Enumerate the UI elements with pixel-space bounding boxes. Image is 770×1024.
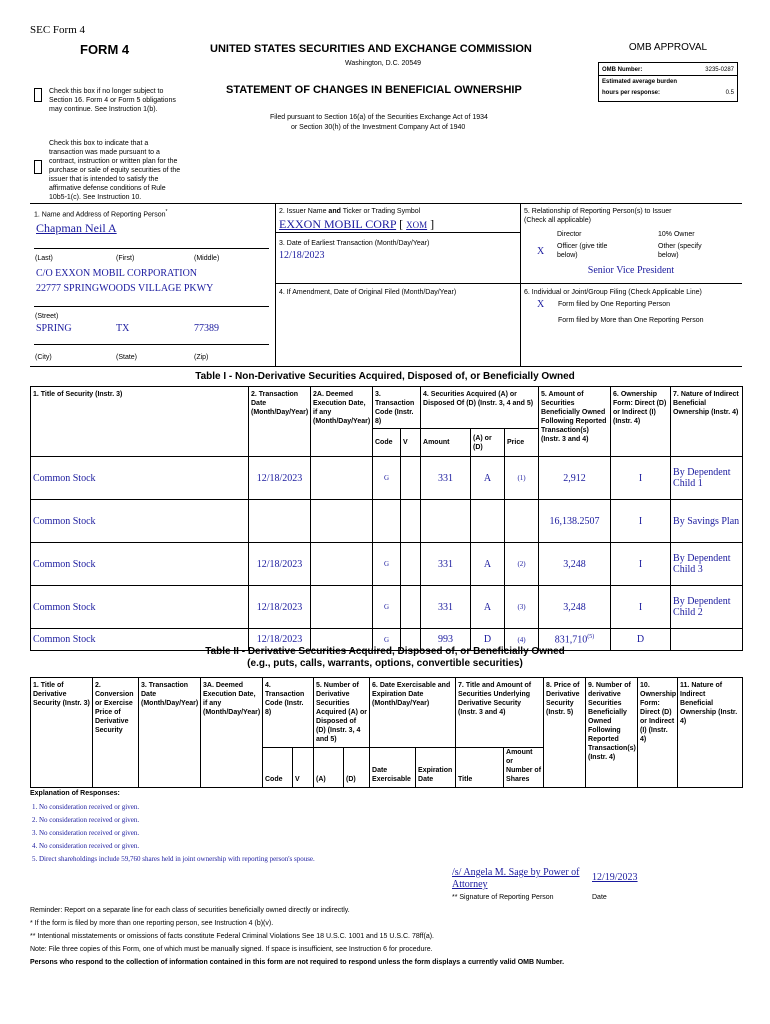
t1-sub-amount: Amount [421, 429, 471, 457]
t2-sub-d: (D) [344, 748, 370, 788]
agency-name: UNITED STATES SECURITIES AND EXCHANGE COMMISSION [210, 43, 532, 55]
rule-10b5-1-line: issuer that is intended to satisfy the [49, 176, 159, 183]
t1-cell-price [505, 500, 539, 543]
filing-one-person: Form filed by One Reporting Person [558, 301, 671, 308]
t2-header-nature: 11. Nature of Indirect Beneficial Ownership (Instr. 4) [678, 678, 743, 788]
t1-header-nature: 7. Nature of Indirect Beneficial Ownership (Instr. 4) [671, 387, 743, 457]
t1-cell-date: 12/18/2023 [249, 586, 311, 629]
rule-10b5-1-line: 10b5-1(c). See Instruction 10. [49, 194, 142, 201]
t2-header-price: 8. Price of Derivative Security (Instr. 5) [544, 678, 586, 788]
signature-date-label: Date [592, 894, 607, 901]
t1-cell-form: I [611, 500, 671, 543]
address-line2: 22777 SPRINGWOODS VILLAGE PKWY [36, 283, 214, 294]
t2-sub-code: Code [263, 748, 293, 788]
statement-title: STATEMENT OF CHANGES IN BENEFICIAL OWNERSHIP [226, 84, 522, 96]
middle-name-label: (Middle) [194, 255, 220, 262]
issuer-name[interactable]: EXXON MOBIL CORP [ XOM ] [279, 217, 435, 231]
t1-cell-nature: By Savings Plan [671, 500, 743, 543]
t1-cell-form: D [611, 629, 671, 651]
t1-cell-owned: 3,248 [539, 543, 611, 586]
rule-10b5-1-text [49, 139, 180, 202]
no-longer-subject-checkbox[interactable] [34, 88, 42, 102]
t1-cell-aord: A [471, 543, 505, 586]
t1-header-title: 1. Title of Security (Instr. 3) [31, 387, 249, 457]
t2-header-number: 5. Number of Derivative Securities Acquired (A) or Disposed of (D) (Instr. 3, 4 and 5) [314, 678, 370, 748]
t1-cell-deemed [311, 543, 373, 586]
t2-header-code: 4. Transaction Code (Instr. 8) [263, 678, 314, 748]
t1-cell-title: Common Stock [31, 500, 249, 543]
omb-number-value: 3235-0287 [705, 67, 734, 73]
t1-cell-date: 12/18/2023 [249, 629, 311, 651]
rule-10b5-1-line: purchase or sale of equity securities of the [49, 167, 181, 174]
rule-10b5-1-line: contract, instruction or written plan for the [49, 158, 178, 165]
t1-cell-aord: A [471, 586, 505, 629]
ten-percent-owner-label: 10% Owner [658, 231, 695, 238]
sec-form-label: SEC Form 4 [30, 24, 86, 36]
omb-approval-title: OMB APPROVAL [628, 42, 708, 53]
relationship-label: 5. Relationship of Reporting Person(s) to Issuer (Check all applicable) [524, 208, 672, 224]
omb-approval-box [598, 62, 738, 102]
t2-header-conversion: 2. Conversion or Exercise Price of Derivative Security [93, 678, 139, 788]
t1-cell-title: Common Stock [31, 586, 249, 629]
t1-cell-date: 12/18/2023 [249, 543, 311, 586]
t1-cell-amount [421, 500, 471, 543]
officer-label: Officer (give title below) [557, 243, 608, 259]
note-copies: Note: File three copies of this Form, one of which must be manually signed. If space is insufficient, see Instruction 6 for procedure. [30, 946, 433, 953]
other-label: Other (specify below) [658, 243, 702, 259]
t1-header-amount-owned: 5. Amount of Securities Beneficially Owned Following Reported Transaction(s) (Instr. 3 and 4) [539, 387, 611, 457]
t2-header-date: 3. Transaction Date (Month/Day/Year) [139, 678, 201, 788]
t2-header-deemed: 3A. Deemed Execution Date, if any (Month/Day/Year) [201, 678, 263, 788]
officer-check-mark[interactable]: X [537, 246, 545, 257]
t1-cell-code: G [373, 586, 401, 629]
note-reminder: Reminder: Report on a separate line for each class of securities beneficially owned directly or indirectly. [30, 907, 350, 914]
reporting-person-name[interactable]: Chapman Neil A [36, 221, 117, 235]
footnote-ref: (5) [587, 633, 595, 640]
issuer-label: 2. Issuer Name and Ticker or Trading Symbol [279, 208, 421, 215]
signature-date: 12/19/2023 [592, 872, 638, 883]
state-label: (State) [116, 354, 138, 361]
t1-cell-amount: 331 [421, 543, 471, 586]
table1-row [31, 457, 743, 500]
officer-title: Senior Vice President [587, 265, 675, 276]
t2-sub-a: (A) [314, 748, 344, 788]
omb-number-label: OMB Number: [602, 67, 643, 73]
t1-cell-v [401, 500, 421, 543]
explanation-item-1: 1. No consideration received or given. [32, 803, 140, 811]
explanation-title: Explanation of Responses: [30, 790, 120, 797]
table1-non-derivative [30, 386, 743, 651]
table2-derivative [30, 677, 743, 788]
table2-title-line2: (e.g., puts, calls, warrants, options, convertible securities) [247, 658, 523, 669]
zip-label: (Zip) [194, 354, 209, 361]
t2-header-title: 1. Title of Derivative Security (Instr. 3) [31, 678, 93, 788]
city-label: (City) [35, 354, 52, 361]
filing-more-persons: Form filed by More than One Reporting Person [558, 317, 704, 324]
t2-header-underlying: 7. Title and Amount of Securities Underlying Derivative Security (Instr. 3 and 4) [456, 678, 544, 748]
t1-cell-v [401, 586, 421, 629]
filing-check-mark[interactable]: X [537, 299, 545, 310]
table1-row [31, 500, 743, 543]
omb-hours-value: 0.5 [725, 90, 734, 96]
t1-header-date: 2. Transaction Date (Month/Day/Year) [249, 387, 311, 457]
t1-sub-aord: (A) or (D) [471, 429, 505, 457]
t1-cell-deemed [311, 500, 373, 543]
form-title: FORM 4 [80, 42, 130, 57]
t1-cell-form: I [611, 586, 671, 629]
t2-header-ownership-form: 10. Ownership Form: Direct (D) or Indirect (I) (Instr. 4) [638, 678, 678, 788]
table1-row [31, 543, 743, 586]
t1-cell-code [373, 500, 401, 543]
t1-cell-code: G [373, 629, 401, 651]
state-value: TX [116, 323, 130, 334]
no-longer-subject-text: Check this box if no longer subject to Section 16. Form 4 or Form 5 obligations may continue. See Instruction 1(b). [49, 88, 176, 113]
t1-sub-v: V [401, 429, 421, 457]
earliest-transaction-label: 3. Date of Earliest Transaction (Month/Day/Year) [279, 240, 430, 247]
omb-hours-label: hours per response: [602, 90, 661, 96]
t1-cell-owned: 16,138.2507 [539, 500, 611, 543]
omb-burden-label: Estimated average burden [602, 79, 678, 85]
note-omb: Persons who respond to the collection of information contained in this form are not required to respond unless the form displays a currently valid OMB Number. [30, 959, 565, 966]
t1-cell-nature: By Dependent Child 2 [671, 586, 743, 629]
director-label: Director [557, 231, 582, 238]
t2-header-owned: 9. Number of derivative Securities Beneficially Owned Following Reported Transaction(s) (Instr. 4) [586, 678, 638, 788]
t1-cell-title: Common Stock [31, 457, 249, 500]
t1-cell-form: I [611, 543, 671, 586]
t1-cell-nature: By Dependent Child 1 [671, 457, 743, 500]
earliest-transaction-date: 12/18/2023 [279, 250, 325, 261]
explanation-item-2: 2. No consideration received or given. [32, 816, 140, 824]
t1-cell-code: G [373, 457, 401, 500]
t2-header-exercisable: 6. Date Exercisable and Expiration Date (Month/Day/Year) [370, 678, 456, 748]
note-multiple-persons: * If the form is filed by more than one reporting person, see Instruction 4 (b)(v). [30, 920, 274, 927]
table1-row [31, 586, 743, 629]
t1-cell-aord [471, 500, 505, 543]
t1-cell-aord: D [471, 629, 505, 651]
signature-name: /s/ Angela M. Sage by Power of Attorney [452, 867, 580, 890]
table2-title-line1: Table II - Derivative Securities Acquired, Disposed of, or Beneficially Owned [205, 646, 565, 657]
t1-sub-code: Code [373, 429, 401, 457]
t1-cell-amount: 331 [421, 457, 471, 500]
t1-cell-v [401, 457, 421, 500]
t1-cell-owned: 831,710$^{(5)}$ [539, 629, 611, 651]
t1-sub-price: Price [505, 429, 539, 457]
rule-10b5-1-checkbox[interactable] [34, 160, 42, 174]
t1-cell-date [249, 500, 311, 543]
t1-header-deemed: 2A. Deemed Execution Date, if any (Month/Day/Year) [311, 387, 373, 457]
first-name-label: (First) [116, 255, 135, 262]
agency-location: Washington, D.C. 20549 [345, 60, 422, 67]
last-name-label: (Last) [35, 255, 53, 262]
city-value: SPRING [36, 323, 72, 334]
t2-sub-expiration: Expiration Date [416, 748, 456, 788]
signature-label: ** Signature of Reporting Person [452, 894, 554, 901]
explanation-item-4: 4. No consideration received or given. [32, 842, 140, 850]
t1-cell-code: G [373, 543, 401, 586]
t1-cell-v [401, 543, 421, 586]
t1-cell-nature: By Dependent Child 3 [671, 543, 743, 586]
amendment-label: 4. If Amendment, Date of Original Filed (Month/Day/Year) [279, 289, 457, 296]
t1-cell-deemed [311, 586, 373, 629]
reporting-person-label: 1. Name and Address of Reporting Person* [34, 209, 168, 219]
zip-value: 77389 [194, 323, 219, 334]
t2-sub-amount-shares: Amount or Number of Shares [504, 748, 544, 788]
t1-cell-price: (3) [505, 586, 539, 629]
table1-title: Table I - Non-Derivative Securities Acquired, Disposed of, or Beneficially Owned [195, 371, 575, 382]
explanation-item-3: 3. No consideration received or given. [32, 829, 140, 837]
explanation-item-5: 5. Direct shareholdings include 59,760 shares held in joint ownership with reporting person's spouse. [32, 855, 315, 863]
t2-sub-title: Title [456, 748, 504, 788]
t2-sub-v: V [293, 748, 314, 788]
t1-cell-aord: A [471, 457, 505, 500]
filed-pursuant-line2: or Section 30(h) of the Investment Company Act of 1940 [291, 124, 466, 131]
t1-header-ownership-form: 6. Ownership Form: Direct (D) or Indirect (I) (Instr. 4) [611, 387, 671, 457]
address-line1: C/O EXXON MOBIL CORPORATION [36, 268, 198, 279]
note-misstatements: ** Intentional misstatements or omissions of facts constitute Federal Criminal Violations See 18 U.S.C. 1001 and 15 U.S.C. 78ff(a). [30, 933, 434, 940]
filing-label: 6. Individual or Joint/Group Filing (Check Applicable Line) [524, 289, 702, 296]
t1-cell-form: I [611, 457, 671, 500]
t1-header-code: 3. Transaction Code (Instr. 8) [373, 387, 421, 429]
street-label: (Street) [35, 313, 59, 320]
rule-10b5-1-line: transaction was made pursuant to a [49, 149, 160, 156]
t1-cell-price: (4) [505, 629, 539, 651]
t1-cell-amount: 331 [421, 586, 471, 629]
filed-pursuant-line1: Filed pursuant to Section 16(a) of the Securities Exchange Act of 1934 [270, 114, 488, 121]
t2-sub-date-exercisable: Date Exercisable [370, 748, 416, 788]
t1-cell-owned: 2,912 [539, 457, 611, 500]
t1-header-securities: 4. Securities Acquired (A) or Disposed Of (D) (Instr. 3, 4 and 5) [421, 387, 539, 429]
t1-cell-price: (1) [505, 457, 539, 500]
issuer-ticker: XOM [406, 220, 428, 230]
t1-cell-amount: 993 [421, 629, 471, 651]
t1-cell-price: (2) [505, 543, 539, 586]
t1-cell-title: Common Stock [31, 543, 249, 586]
rule-10b5-1-line: affirmative defense conditions of Rule [49, 185, 166, 192]
t1-cell-title: Common Stock [31, 629, 249, 651]
rule-10b5-1-line: Check this box to indicate that a [49, 140, 149, 147]
t1-cell-deemed [311, 457, 373, 500]
t1-cell-date: 12/18/2023 [249, 457, 311, 500]
t1-cell-owned: 3,248 [539, 586, 611, 629]
